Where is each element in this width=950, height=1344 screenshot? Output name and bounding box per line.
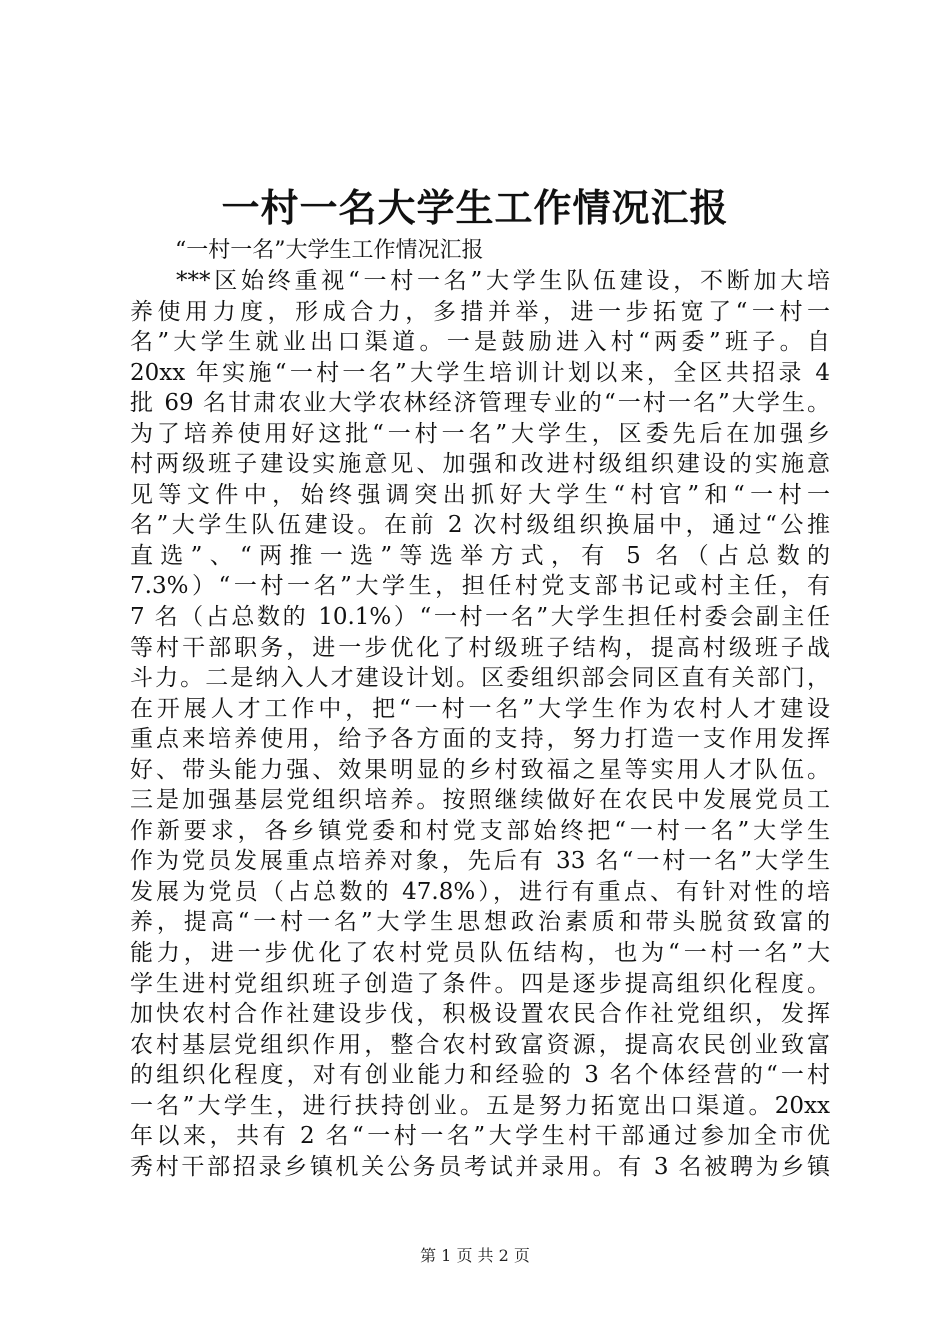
body-line: 农村基层党组织作用，整合农村致富资源，提高农民创业致富: [130, 1031, 830, 1058]
body-line: 好、带头能力强、效果明显的乡村致福之星等实用人才队伍。: [130, 756, 830, 783]
body-line: ***区始终重视“一村一名”大学生队伍建设，不断加大培: [176, 268, 830, 294]
document-title: 一村一名大学生工作情况汇报: [221, 185, 729, 230]
body-line: 加快农村合作社建设步伐，积极设置农民合作社党组织，发挥: [130, 1001, 830, 1028]
body-line: 作为党员发展重点培养对象，先后有 33 名“一村一名”大学生: [130, 848, 830, 875]
body-line: 的组织化程度，对有创业能力和经验的 3 名个体经营的“一村: [130, 1062, 830, 1089]
body-line: 批 69 名甘肃农业大学农林经济管理专业的“一村一名”大学生。: [130, 390, 830, 417]
body-line: 见等文件中，始终强调突出抓好大学生“村官”和“一村一: [130, 481, 830, 508]
body-line: 名”大学生队伍建设。在前 2 次村级组织换届中，通过“公推: [130, 512, 830, 539]
body-line: 7 名（占总数的 10.1%）“一村一名”大学生担任村委会副主任: [130, 604, 830, 631]
body-line: 一名”大学生，进行扶持创业。五是努力拓宽出口渠道。20xx: [130, 1092, 830, 1119]
body-line: 重点来培养使用，给予各方面的支持，努力打造一支作用发挥: [130, 726, 830, 753]
body-line: 为了培养使用好这批“一村一名”大学生，区委先后在加强乡: [130, 420, 830, 447]
body-paragraph: [130, 266, 830, 1182]
body-line: 能力，进一步优化了农村党员队伍结构，也为“一村一名”大: [130, 940, 830, 967]
body-line: 秀村干部招录乡镇机关公务员考试并录用。有 3 名被聘为乡镇: [130, 1153, 830, 1180]
body-line: 直选”、“两推一选”等选举方式，有 5 名（占总数的: [130, 542, 830, 569]
body-line: 7.3%）“一村一名”大学生，担任村党支部书记或村主任，有: [130, 573, 830, 600]
body-line: 养，提高“一村一名”大学生思想政治素质和带头脱贫致富的: [130, 909, 830, 936]
body-line: 养使用力度，形成合力，多措并举，进一步拓宽了“一村一: [130, 298, 830, 325]
body-line: 在开展人才工作中，把“一村一名”大学生作为农村人才建设: [130, 695, 830, 722]
body-line: 年以来，共有 2 名“一村一名”大学生村干部通过参加全市优: [130, 1123, 830, 1150]
body-line: 斗力。二是纳入人才建设计划。区委组织部会同区直有关部门，: [130, 665, 830, 692]
body-line: 发展为党员（占总数的 47.8%），进行有重点、有针对性的培: [130, 878, 830, 905]
body-line: 作新要求，各乡镇党委和村党支部始终把“一村一名”大学生: [130, 817, 830, 844]
document-subtitle: “一村一名”大学生工作情况汇报: [175, 238, 484, 263]
body-line: 等村干部职务，进一步优化了村级班子结构，提高村级班子战: [130, 634, 830, 661]
page-number-footer: 第 1 页 共 2 页: [420, 1246, 530, 1265]
body-line: 三是加强基层党组织培养。按照继续做好在农民中发展党员工: [130, 787, 830, 814]
body-line: 村两级班子建设实施意见、加强和改进村级组织建设的实施意: [130, 451, 830, 478]
body-line: 20xx 年实施“一村一名”大学生培训计划以来，全区共招录 4: [130, 359, 830, 386]
body-line: 学生进村党组织班子创造了条件。四是逐步提高组织化程度。: [130, 970, 830, 997]
body-line: 名”大学生就业出口渠道。一是鼓励进入村“两委”班子。自: [130, 329, 830, 356]
